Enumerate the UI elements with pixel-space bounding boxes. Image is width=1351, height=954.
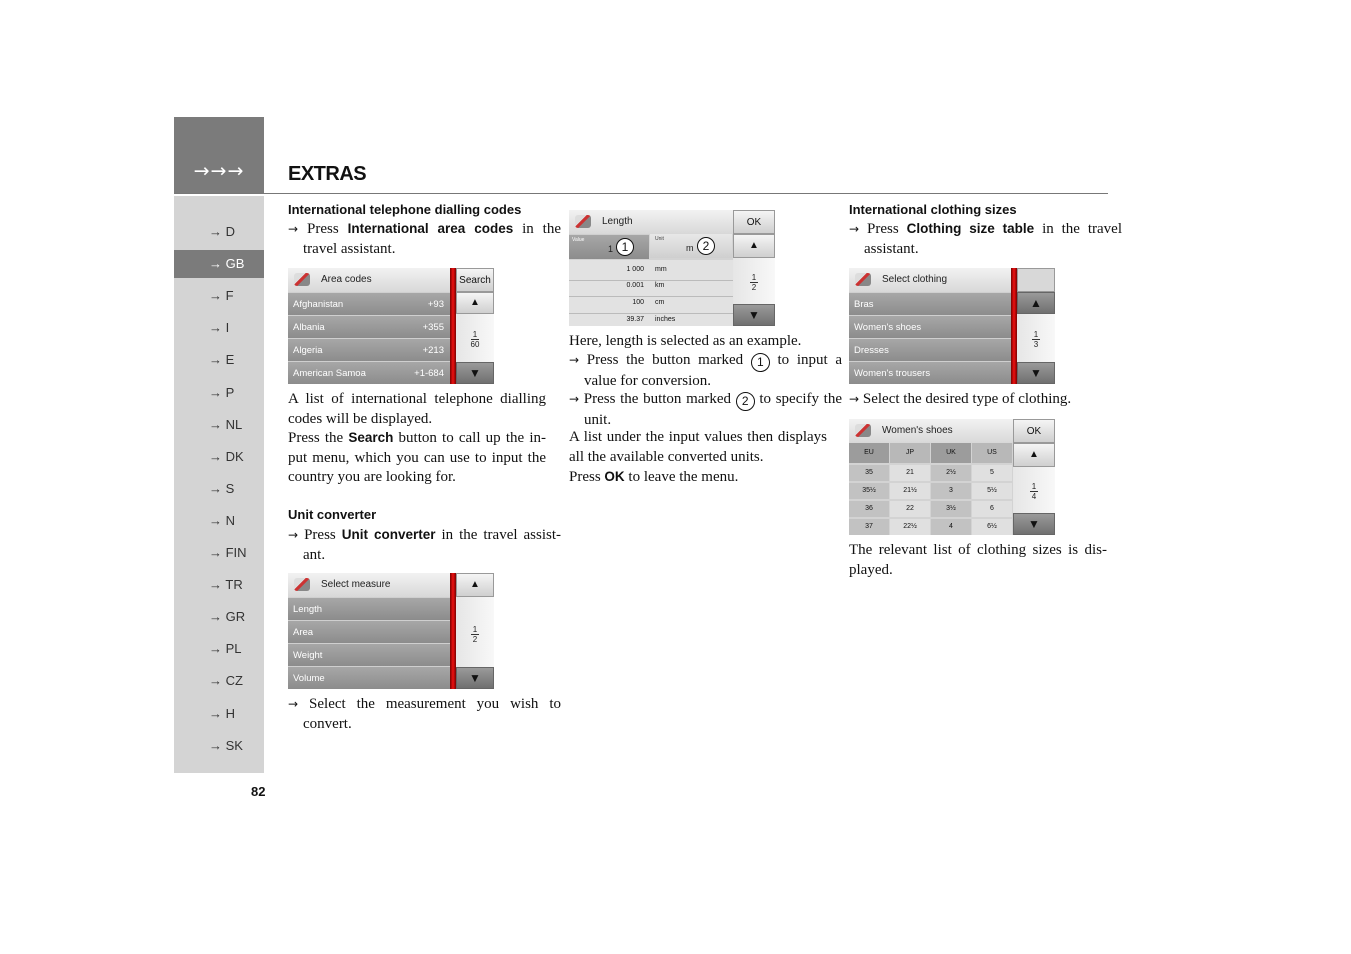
table-cell: 22	[890, 501, 930, 517]
sidebar-item-language[interactable]	[174, 539, 264, 567]
sidebar-item-language[interactable]	[174, 732, 264, 760]
table-cell: 22½	[890, 519, 930, 535]
scroll-up-button[interactable]	[1013, 443, 1055, 467]
paragraph-press-ok: Press OK to leave the menu.	[569, 469, 739, 485]
scroll-down-button[interactable]	[456, 667, 494, 689]
table-cell: 37	[849, 519, 889, 535]
heading-clothing-sizes: International clothing sizes	[849, 202, 1017, 217]
marker-1: 1	[616, 238, 634, 256]
table-cell: 35½	[849, 483, 889, 499]
sidebar-item-label: → SK	[209, 737, 243, 753]
table-cell: 6	[972, 501, 1012, 517]
sidebar-item-language[interactable]	[174, 667, 264, 695]
list-item[interactable]: Albania +355	[288, 315, 450, 338]
page-indicator: $\frac{1}{60}$	[456, 314, 494, 362]
screen-select-clothing	[849, 268, 1055, 384]
sidebar-item-language[interactable]	[174, 603, 264, 631]
sidebar-item-language[interactable]	[174, 346, 264, 374]
sidebar-item-label: → FIN	[209, 545, 247, 560]
step-press-button-1: → Press the button marked 1 to input a value for conversion.	[569, 352, 842, 389]
scroll-down-button[interactable]	[1017, 362, 1055, 384]
unit-select-button[interactable]: Unit m 2	[650, 234, 732, 258]
list-item[interactable]: American Samoa +1-684	[288, 361, 450, 384]
sidebar-item-label: → DK	[209, 448, 244, 464]
scroll-down-button[interactable]	[1013, 513, 1055, 535]
list-item[interactable]: Algeria +213	[288, 338, 450, 361]
step-press-button-2: → Press the button marked 2 to specify the unit.	[569, 391, 842, 428]
list-item[interactable]: Women's trousers	[849, 361, 1011, 384]
column-header: US	[972, 443, 1012, 463]
table-cell: 2½	[931, 465, 971, 481]
page-number: 82	[251, 784, 266, 799]
screen-select-measure	[288, 573, 494, 689]
step-press-unit-converter: → Press Unit converter in the travel assistant.	[288, 527, 561, 563]
screen-title: Women's shoes	[882, 425, 953, 436]
ok-button[interactable]: OK	[733, 210, 775, 234]
sidebar-item-label: → S	[209, 480, 235, 496]
screen-area-codes	[288, 268, 494, 384]
list-item[interactable]: Volume	[288, 666, 450, 689]
paragraph-sizes-displayed: The relevant list of clothing sizes is displayed.	[849, 542, 1107, 578]
scroll-down-button[interactable]	[456, 362, 494, 384]
list-item[interactable]: Length	[288, 597, 450, 620]
list-item[interactable]: Weight	[288, 643, 450, 666]
sidebar-item-language[interactable]	[174, 571, 264, 599]
list-item[interactable]: Dresses	[849, 338, 1011, 361]
sidebar-item-label: → TR	[209, 577, 243, 593]
sidebar-item-language[interactable]	[174, 475, 264, 503]
column-header: EU	[849, 443, 889, 463]
table-row: 1 000 mm	[569, 266, 733, 281]
sidebar-item-language[interactable]	[174, 314, 264, 342]
paragraph-length-example: Here, length is selected as an example.	[569, 333, 802, 349]
sidebar-item-label: → GR	[209, 609, 246, 625]
step-select-clothing: → Select the desired type of clothing.	[849, 391, 1072, 407]
page-indicator: $\frac{1}{3}$	[1017, 314, 1055, 362]
table-cell: 6½	[972, 519, 1012, 535]
step-press-clothing-size: → Press Clothing size table in the travel assistant.	[849, 221, 1123, 257]
sidebar-item-label: → I	[209, 320, 230, 336]
paragraph-list-displayed: A list of international telephone dialling codes will be displayed.	[288, 391, 546, 427]
screen-length	[569, 210, 775, 326]
table-cell: 5	[972, 465, 1012, 481]
list-item[interactable]: Bras	[849, 292, 1011, 315]
scroll-up-button[interactable]	[456, 292, 494, 314]
globe-icon	[294, 578, 310, 591]
sidebar-item-language[interactable]	[174, 507, 264, 535]
sidebar-item-label: → NL	[209, 416, 243, 432]
screen-womens-shoes	[849, 419, 1055, 535]
list-item[interactable]: Women's shoes	[849, 315, 1011, 338]
sidebar-item-language[interactable]	[174, 250, 264, 278]
sidebar-item-language[interactable]	[174, 635, 264, 663]
table-cell: 3	[931, 483, 971, 499]
sidebar-item-label: → GB	[209, 256, 245, 272]
globe-icon	[855, 424, 871, 437]
scroll-down-button[interactable]	[733, 304, 775, 326]
sidebar-item-label: → H	[209, 705, 235, 721]
list-item[interactable]: Area	[288, 620, 450, 643]
globe-icon	[575, 215, 591, 228]
table-cell: 36	[849, 501, 889, 517]
paragraph-converted-units: A list under the input values then displays all the available converted units.	[569, 429, 827, 465]
marker-2: 2	[697, 237, 715, 255]
sidebar-item-label: → P	[209, 384, 235, 400]
sidebar-item-language[interactable]	[174, 282, 264, 310]
sidebar-item-language[interactable]	[174, 700, 264, 728]
table-cell: 21	[890, 465, 930, 481]
sidebar-item-language[interactable]	[174, 379, 264, 407]
page-indicator: $\frac{1}{2}$	[733, 258, 775, 304]
table-cell: 4	[931, 519, 971, 535]
table-row: 39.37 inches	[626, 316, 676, 323]
table-cell: 3½	[931, 501, 971, 517]
table-cell: 35	[849, 465, 889, 481]
scroll-up-button[interactable]	[733, 234, 775, 258]
paragraph-search: Press the Search button to call up the input menu, which you can use to input the country you are looking for.	[288, 430, 546, 485]
sidebar-item-language[interactable]	[174, 218, 264, 246]
sizes-table	[849, 443, 1013, 535]
screen-title: Select clothing	[882, 274, 948, 285]
screen-title: Area codes	[321, 274, 372, 285]
sidebar-item-label: → N	[209, 512, 235, 528]
page-indicator: $\frac{1}{2}$	[456, 597, 494, 667]
column-header: UK	[931, 443, 971, 463]
header-rule	[174, 193, 1108, 194]
scroll-up-button[interactable]	[456, 573, 494, 597]
sidebar-item-label: → CZ	[209, 673, 243, 689]
sidebar-item-label: → D	[209, 224, 235, 239]
header-arrows: →→→	[193, 160, 245, 182]
scroll-up-button[interactable]	[1017, 292, 1055, 314]
column-header: JP	[890, 443, 930, 463]
globe-icon	[294, 273, 310, 286]
converted-list	[569, 260, 733, 326]
ok-button[interactable]: OK	[1013, 419, 1055, 443]
screen-title: Select measure	[321, 579, 391, 590]
sidebar-item-label: → E	[209, 352, 235, 368]
table-row: 100 cm	[569, 299, 733, 314]
sidebar-item-label: → F	[209, 288, 234, 304]
sidebar-item-language[interactable]	[174, 443, 264, 471]
step-press-area-codes: → Press International area codes in the travel assistant.	[288, 221, 562, 257]
table-cell: 5½	[972, 483, 1012, 499]
table-row: 0.001 km	[569, 282, 733, 297]
sidebar-item-label: → PL	[209, 641, 242, 657]
page-title: EXTRAS	[288, 163, 367, 185]
heading-unit-converter: Unit converter	[288, 507, 377, 522]
blank-top-button	[1017, 268, 1055, 292]
step-select-measurement: → Select the measurement you wish to convert.	[288, 696, 561, 732]
sidebar-item-language[interactable]	[174, 411, 264, 439]
globe-icon	[855, 273, 871, 286]
table-cell: 21½	[890, 483, 930, 499]
value-input-button[interactable]: Value 1 1	[569, 234, 649, 259]
heading-telephone-codes: International telephone dialling codes	[288, 202, 522, 217]
search-button[interactable]: Search	[456, 268, 494, 292]
page-indicator: $\frac{1}{4}$	[1013, 467, 1055, 513]
screen-title: Length	[602, 216, 633, 227]
list-item[interactable]: Afghanistan +93	[288, 292, 450, 315]
